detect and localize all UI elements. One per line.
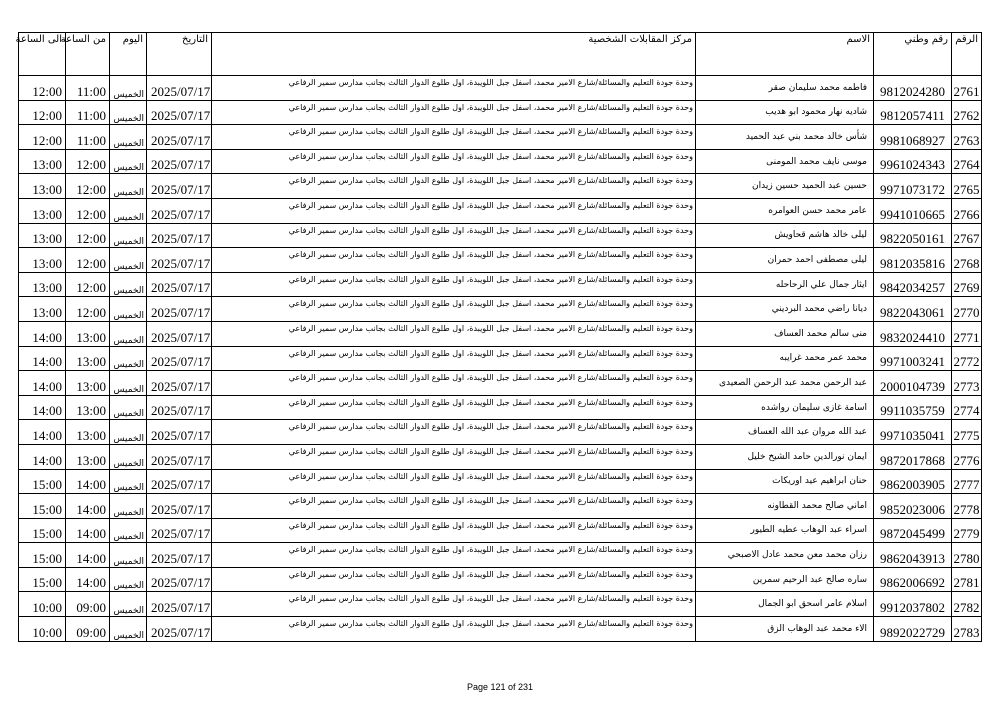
interview-date-cell: 2025/07/17 bbox=[147, 198, 212, 223]
interview-center-cell: وحدة جودة التعليم والمسائلة/شارع الامير محمد، اسفل جبل اللويبدة، اول طلوع الدوار الثالث بجانب مدارس سمير الرفاعي bbox=[212, 346, 696, 371]
time-from-cell: 12:00 bbox=[66, 248, 110, 273]
national-id-cell: 9862043913 bbox=[874, 543, 952, 568]
row-number-cell: 2764 bbox=[952, 149, 982, 174]
interview-center-cell: وحدة جودة التعليم والمسائلة/شارع الامير محمد، اسفل جبل اللويبدة، اول طلوع الدوار الثالث بجانب مدارس سمير الرفاعي bbox=[212, 100, 696, 125]
header-name: الاسم bbox=[696, 33, 874, 76]
table-row bbox=[19, 567, 982, 592]
time-to-cell: 14:00 bbox=[19, 321, 66, 346]
interview-center-cell: وحدة جودة التعليم والمسائلة/شارع الامير محمد، اسفل جبل اللويبدة، اول طلوع الدوار الثالث بجانب مدارس سمير الرفاعي bbox=[212, 395, 696, 420]
interview-date-cell: 2025/07/17 bbox=[147, 125, 212, 150]
table-row bbox=[19, 100, 982, 125]
table-row bbox=[19, 420, 982, 445]
time-to-cell: 15:00 bbox=[19, 567, 66, 592]
time-to-cell: 10:00 bbox=[19, 617, 66, 642]
interview-day-cell: الخميس bbox=[110, 248, 147, 273]
header-center: مركز المقابلات الشخصية bbox=[212, 33, 696, 76]
row-number-cell: 2761 bbox=[952, 76, 982, 101]
header-from: من الساعة bbox=[66, 33, 110, 76]
applicant-name-cell: شاديه نهار محمود ابو هديب bbox=[696, 100, 874, 125]
national-id-cell: 9832024410 bbox=[874, 321, 952, 346]
interview-date-cell: 2025/07/17 bbox=[147, 444, 212, 469]
row-number-cell: 2773 bbox=[952, 371, 982, 396]
national-id-cell: 9971073172 bbox=[874, 174, 952, 199]
row-number-cell: 2782 bbox=[952, 592, 982, 617]
time-to-cell: 15:00 bbox=[19, 543, 66, 568]
national-id-cell: 9872045499 bbox=[874, 518, 952, 543]
schedule-sheet bbox=[15, 32, 981, 642]
time-to-cell: 13:00 bbox=[19, 198, 66, 223]
interview-day-cell: الخميس bbox=[110, 100, 147, 125]
time-to-cell: 12:00 bbox=[19, 100, 66, 125]
national-id-cell: 9812035816 bbox=[874, 248, 952, 273]
row-number-cell: 2768 bbox=[952, 248, 982, 273]
time-to-cell: 12:00 bbox=[19, 76, 66, 101]
page-footer: Page 121 of 231 bbox=[466, 682, 534, 692]
applicant-name-cell: اسراء عبد الوهاب عطيه الطيور bbox=[696, 518, 874, 543]
national-id-cell: 9842034257 bbox=[874, 272, 952, 297]
interview-center-cell: وحدة جودة التعليم والمسائلة/شارع الامير محمد، اسفل جبل اللويبدة، اول طلوع الدوار الثالث بجانب مدارس سمير الرفاعي bbox=[212, 76, 696, 101]
interview-center-cell: وحدة جودة التعليم والمسائلة/شارع الامير محمد، اسفل جبل اللويبدة، اول طلوع الدوار الثالث بجانب مدارس سمير الرفاعي bbox=[212, 321, 696, 346]
interview-date-cell: 2025/07/17 bbox=[147, 149, 212, 174]
interview-day-cell: الخميس bbox=[110, 567, 147, 592]
header-to: الى الساعة bbox=[19, 33, 66, 76]
national-id-cell: 9971035041 bbox=[874, 420, 952, 445]
table-row bbox=[19, 76, 982, 101]
interview-day-cell: الخميس bbox=[110, 494, 147, 519]
interview-date-cell: 2025/07/17 bbox=[147, 223, 212, 248]
interview-day-cell: الخميس bbox=[110, 617, 147, 642]
interview-date-cell: 2025/07/17 bbox=[147, 297, 212, 322]
national-id-cell: 9822050161 bbox=[874, 223, 952, 248]
time-to-cell: 15:00 bbox=[19, 494, 66, 519]
table-row bbox=[19, 248, 982, 273]
header-date: التاريخ bbox=[147, 33, 212, 76]
table-row bbox=[19, 543, 982, 568]
row-number-cell: 2770 bbox=[952, 297, 982, 322]
interview-day-cell: الخميس bbox=[110, 125, 147, 150]
applicant-name-cell: اسلام عامر اسحق ابو الجمال bbox=[696, 592, 874, 617]
applicant-name-cell: ليلى مصطفى احمد حمران bbox=[696, 248, 874, 273]
applicant-name-cell: اسامة غازى سليمان رواشده bbox=[696, 395, 874, 420]
table-row bbox=[19, 321, 982, 346]
row-number-cell: 2779 bbox=[952, 518, 982, 543]
interview-day-cell: الخميس bbox=[110, 149, 147, 174]
table-row bbox=[19, 272, 982, 297]
time-from-cell: 12:00 bbox=[66, 297, 110, 322]
interview-center-cell: وحدة جودة التعليم والمسائلة/شارع الامير محمد، اسفل جبل اللويبدة، اول طلوع الدوار الثالث بجانب مدارس سمير الرفاعي bbox=[212, 567, 696, 592]
applicant-name-cell: عامر محمد حسن العوامره bbox=[696, 198, 874, 223]
interview-day-cell: الخميس bbox=[110, 420, 147, 445]
time-to-cell: 14:00 bbox=[19, 346, 66, 371]
time-to-cell: 13:00 bbox=[19, 248, 66, 273]
time-to-cell: 14:00 bbox=[19, 395, 66, 420]
row-number-cell: 2769 bbox=[952, 272, 982, 297]
interview-date-cell: 2025/07/17 bbox=[147, 395, 212, 420]
interview-date-cell: 2025/07/17 bbox=[147, 174, 212, 199]
interview-date-cell: 2025/07/17 bbox=[147, 321, 212, 346]
interview-day-cell: الخميس bbox=[110, 76, 147, 101]
interview-day-cell: الخميس bbox=[110, 518, 147, 543]
time-from-cell: 11:00 bbox=[66, 100, 110, 125]
row-number-cell: 2778 bbox=[952, 494, 982, 519]
interview-center-cell: وحدة جودة التعليم والمسائلة/شارع الامير محمد، اسفل جبل اللويبدة، اول طلوع الدوار الثالث بجانب مدارس سمير الرفاعي bbox=[212, 543, 696, 568]
interview-date-cell: 2025/07/17 bbox=[147, 346, 212, 371]
interview-day-cell: الخميس bbox=[110, 198, 147, 223]
interview-center-cell: وحدة جودة التعليم والمسائلة/شارع الامير محمد، اسفل جبل اللويبدة، اول طلوع الدوار الثالث بجانب مدارس سمير الرفاعي bbox=[212, 518, 696, 543]
header-day: اليوم bbox=[110, 33, 147, 76]
interview-center-cell: وحدة جودة التعليم والمسائلة/شارع الامير محمد، اسفل جبل اللويبدة، اول طلوع الدوار الثالث بجانب مدارس سمير الرفاعي bbox=[212, 617, 696, 642]
national-id-cell: 9812057411 bbox=[874, 100, 952, 125]
national-id-cell: 9911035759 bbox=[874, 395, 952, 420]
interview-date-cell: 2025/07/17 bbox=[147, 469, 212, 494]
interview-day-cell: الخميس bbox=[110, 444, 147, 469]
time-to-cell: 13:00 bbox=[19, 149, 66, 174]
row-number-cell: 2767 bbox=[952, 223, 982, 248]
table-row bbox=[19, 174, 982, 199]
interview-center-cell: وحدة جودة التعليم والمسائلة/شارع الامير محمد، اسفل جبل اللويبدة، اول طلوع الدوار الثالث بجانب مدارس سمير الرفاعي bbox=[212, 297, 696, 322]
time-to-cell: 14:00 bbox=[19, 420, 66, 445]
interview-center-cell: وحدة جودة التعليم والمسائلة/شارع الامير محمد، اسفل جبل اللويبدة، اول طلوع الدوار الثالث بجانب مدارس سمير الرفاعي bbox=[212, 469, 696, 494]
national-id-cell: 9981068927 bbox=[874, 125, 952, 150]
table-row bbox=[19, 518, 982, 543]
interview-date-cell: 2025/07/17 bbox=[147, 518, 212, 543]
table-row bbox=[19, 346, 982, 371]
national-id-cell: 9862003905 bbox=[874, 469, 952, 494]
interview-day-cell: الخميس bbox=[110, 272, 147, 297]
applicant-name-cell: محمد عمر محمد غرايبه bbox=[696, 346, 874, 371]
table-row bbox=[19, 617, 982, 642]
applicant-name-cell: عبد الرحمن محمد عبد الرحمن الصعيدى bbox=[696, 371, 874, 396]
header-row bbox=[19, 33, 982, 76]
interview-center-cell: وحدة جودة التعليم والمسائلة/شارع الامير محمد، اسفل جبل اللويبدة، اول طلوع الدوار الثالث بجانب مدارس سمير الرفاعي bbox=[212, 198, 696, 223]
table-row bbox=[19, 223, 982, 248]
interview-day-cell: الخميس bbox=[110, 223, 147, 248]
table-row bbox=[19, 198, 982, 223]
row-number-cell: 2781 bbox=[952, 567, 982, 592]
time-from-cell: 12:00 bbox=[66, 149, 110, 174]
time-to-cell: 13:00 bbox=[19, 174, 66, 199]
interview-date-cell: 2025/07/17 bbox=[147, 248, 212, 273]
row-number-cell: 2765 bbox=[952, 174, 982, 199]
interview-day-cell: الخميس bbox=[110, 346, 147, 371]
interview-day-cell: الخميس bbox=[110, 297, 147, 322]
time-to-cell: 15:00 bbox=[19, 469, 66, 494]
interview-date-cell: 2025/07/17 bbox=[147, 420, 212, 445]
time-from-cell: 11:00 bbox=[66, 125, 110, 150]
national-id-cell: 9852023006 bbox=[874, 494, 952, 519]
time-to-cell: 12:00 bbox=[19, 125, 66, 150]
interview-center-cell: وحدة جودة التعليم والمسائلة/شارع الامير محمد، اسفل جبل اللويبدة، اول طلوع الدوار الثالث بجانب مدارس سمير الرفاعي bbox=[212, 125, 696, 150]
row-number-cell: 2777 bbox=[952, 469, 982, 494]
interview-date-cell: 2025/07/17 bbox=[147, 592, 212, 617]
row-number-cell: 2772 bbox=[952, 346, 982, 371]
interview-day-cell: الخميس bbox=[110, 543, 147, 568]
time-from-cell: 12:00 bbox=[66, 223, 110, 248]
table-row bbox=[19, 125, 982, 150]
row-number-cell: 2762 bbox=[952, 100, 982, 125]
header-national-id: رقم وطني bbox=[874, 33, 952, 76]
applicant-name-cell: ديانا راضي محمد البرديني bbox=[696, 297, 874, 322]
interview-center-cell: وحدة جودة التعليم والمسائلة/شارع الامير محمد، اسفل جبل اللويبدة، اول طلوع الدوار الثالث بجانب مدارس سمير الرفاعي bbox=[212, 494, 696, 519]
interview-day-cell: الخميس bbox=[110, 371, 147, 396]
time-to-cell: 14:00 bbox=[19, 371, 66, 396]
interview-date-cell: 2025/07/17 bbox=[147, 543, 212, 568]
time-from-cell: 13:00 bbox=[66, 420, 110, 445]
time-to-cell: 13:00 bbox=[19, 223, 66, 248]
time-to-cell: 14:00 bbox=[19, 444, 66, 469]
applicant-name-cell: حسين عبد الحميد حسين زيدان bbox=[696, 174, 874, 199]
table-row bbox=[19, 469, 982, 494]
table-row bbox=[19, 371, 982, 396]
time-from-cell: 13:00 bbox=[66, 395, 110, 420]
table-row bbox=[19, 395, 982, 420]
interview-center-cell: وحدة جودة التعليم والمسائلة/شارع الامير محمد، اسفل جبل اللويبدة، اول طلوع الدوار الثالث بجانب مدارس سمير الرفاعي bbox=[212, 420, 696, 445]
national-id-cell: 9961024343 bbox=[874, 149, 952, 174]
applicant-name-cell: ايثار جمال علي الرحاحله bbox=[696, 272, 874, 297]
interview-center-cell: وحدة جودة التعليم والمسائلة/شارع الامير محمد، اسفل جبل اللويبدة، اول طلوع الدوار الثالث بجانب مدارس سمير الرفاعي bbox=[212, 371, 696, 396]
applicant-name-cell: موسى نايف محمد المومنى bbox=[696, 149, 874, 174]
row-number-cell: 2775 bbox=[952, 420, 982, 445]
interview-date-cell: 2025/07/17 bbox=[147, 76, 212, 101]
national-id-cell: 9812024280 bbox=[874, 76, 952, 101]
row-number-cell: 2771 bbox=[952, 321, 982, 346]
applicant-name-cell: عبد الله مروان عبد الله العساف bbox=[696, 420, 874, 445]
time-from-cell: 12:00 bbox=[66, 198, 110, 223]
national-id-cell: 9941010665 bbox=[874, 198, 952, 223]
interview-center-cell: وحدة جودة التعليم والمسائلة/شارع الامير محمد، اسفل جبل اللويبدة، اول طلوع الدوار الثالث بجانب مدارس سمير الرفاعي bbox=[212, 223, 696, 248]
interview-day-cell: الخميس bbox=[110, 592, 147, 617]
interview-day-cell: الخميس bbox=[110, 395, 147, 420]
table-row bbox=[19, 149, 982, 174]
interview-day-cell: الخميس bbox=[110, 174, 147, 199]
row-number-cell: 2783 bbox=[952, 617, 982, 642]
time-from-cell: 12:00 bbox=[66, 272, 110, 297]
time-from-cell: 09:00 bbox=[66, 592, 110, 617]
applicant-name-cell: رزان محمد معن محمد عادل الاصبحي bbox=[696, 543, 874, 568]
time-from-cell: 13:00 bbox=[66, 321, 110, 346]
interview-date-cell: 2025/07/17 bbox=[147, 617, 212, 642]
applicant-name-cell: منى سالم محمد العساف bbox=[696, 321, 874, 346]
table-row bbox=[19, 494, 982, 519]
interview-date-cell: 2025/07/17 bbox=[147, 272, 212, 297]
interview-date-cell: 2025/07/17 bbox=[147, 567, 212, 592]
time-from-cell: 11:00 bbox=[66, 76, 110, 101]
national-id-cell: 9822043061 bbox=[874, 297, 952, 322]
applicant-name-cell: اماني صالح محمد القطاونه bbox=[696, 494, 874, 519]
national-id-cell: 9912037802 bbox=[874, 592, 952, 617]
interview-day-cell: الخميس bbox=[110, 469, 147, 494]
applicant-name-cell: فاطمه محمد سليمان صقر bbox=[696, 76, 874, 101]
time-to-cell: 10:00 bbox=[19, 592, 66, 617]
applicant-name-cell: ايمان نورالدين حامد الشيخ خليل bbox=[696, 444, 874, 469]
interview-center-cell: وحدة جودة التعليم والمسائلة/شارع الامير محمد، اسفل جبل اللويبدة، اول طلوع الدوار الثالث بجانب مدارس سمير الرفاعي bbox=[212, 592, 696, 617]
time-from-cell: 13:00 bbox=[66, 371, 110, 396]
table-row bbox=[19, 592, 982, 617]
applicant-name-cell: حنان ابراهيم عيد اوريكات bbox=[696, 469, 874, 494]
applicant-name-cell: ليلى خالد هاشم قحاويش bbox=[696, 223, 874, 248]
applicant-name-cell: الاء محمد عبد الوهاب الزق bbox=[696, 617, 874, 642]
row-number-cell: 2774 bbox=[952, 395, 982, 420]
interview-day-cell: الخميس bbox=[110, 321, 147, 346]
interview-schedule-table bbox=[15, 32, 982, 642]
time-from-cell: 14:00 bbox=[66, 567, 110, 592]
interview-date-cell: 2025/07/17 bbox=[147, 494, 212, 519]
time-from-cell: 14:00 bbox=[66, 494, 110, 519]
row-number-cell: 2766 bbox=[952, 198, 982, 223]
time-to-cell: 13:00 bbox=[19, 272, 66, 297]
interview-center-cell: وحدة جودة التعليم والمسائلة/شارع الامير محمد، اسفل جبل اللويبدة، اول طلوع الدوار الثالث بجانب مدارس سمير الرفاعي bbox=[212, 248, 696, 273]
national-id-cell: 9872017868 bbox=[874, 444, 952, 469]
time-from-cell: 13:00 bbox=[66, 444, 110, 469]
time-from-cell: 14:00 bbox=[66, 543, 110, 568]
row-number-cell: 2780 bbox=[952, 543, 982, 568]
national-id-cell: 9892022729 bbox=[874, 617, 952, 642]
applicant-name-cell: ساره صالح عبد الرحيم سمرين bbox=[696, 567, 874, 592]
applicant-name-cell: شأس خالد محمد بني عبد الحميد bbox=[696, 125, 874, 150]
national-id-cell: 9971003241 bbox=[874, 346, 952, 371]
row-number-cell: 2776 bbox=[952, 444, 982, 469]
time-from-cell: 14:00 bbox=[66, 469, 110, 494]
table-body bbox=[19, 76, 982, 642]
time-from-cell: 12:00 bbox=[66, 174, 110, 199]
row-number-cell: 2763 bbox=[952, 125, 982, 150]
table-row bbox=[19, 297, 982, 322]
time-to-cell: 13:00 bbox=[19, 297, 66, 322]
interview-center-cell: وحدة جودة التعليم والمسائلة/شارع الامير محمد، اسفل جبل اللويبدة، اول طلوع الدوار الثالث بجانب مدارس سمير الرفاعي bbox=[212, 149, 696, 174]
national-id-cell: 2000104739 bbox=[874, 371, 952, 396]
interview-date-cell: 2025/07/17 bbox=[147, 100, 212, 125]
time-from-cell: 09:00 bbox=[66, 617, 110, 642]
time-from-cell: 13:00 bbox=[66, 346, 110, 371]
header-num: الرقم bbox=[952, 33, 982, 76]
time-to-cell: 15:00 bbox=[19, 518, 66, 543]
interview-center-cell: وحدة جودة التعليم والمسائلة/شارع الامير محمد، اسفل جبل اللويبدة، اول طلوع الدوار الثالث بجانب مدارس سمير الرفاعي bbox=[212, 272, 696, 297]
time-from-cell: 14:00 bbox=[66, 518, 110, 543]
table-row bbox=[19, 444, 982, 469]
interview-center-cell: وحدة جودة التعليم والمسائلة/شارع الامير محمد، اسفل جبل اللويبدة، اول طلوع الدوار الثالث بجانب مدارس سمير الرفاعي bbox=[212, 174, 696, 199]
interview-date-cell: 2025/07/17 bbox=[147, 371, 212, 396]
national-id-cell: 9862006692 bbox=[874, 567, 952, 592]
interview-center-cell: وحدة جودة التعليم والمسائلة/شارع الامير محمد، اسفل جبل اللويبدة، اول طلوع الدوار الثالث بجانب مدارس سمير الرفاعي bbox=[212, 444, 696, 469]
